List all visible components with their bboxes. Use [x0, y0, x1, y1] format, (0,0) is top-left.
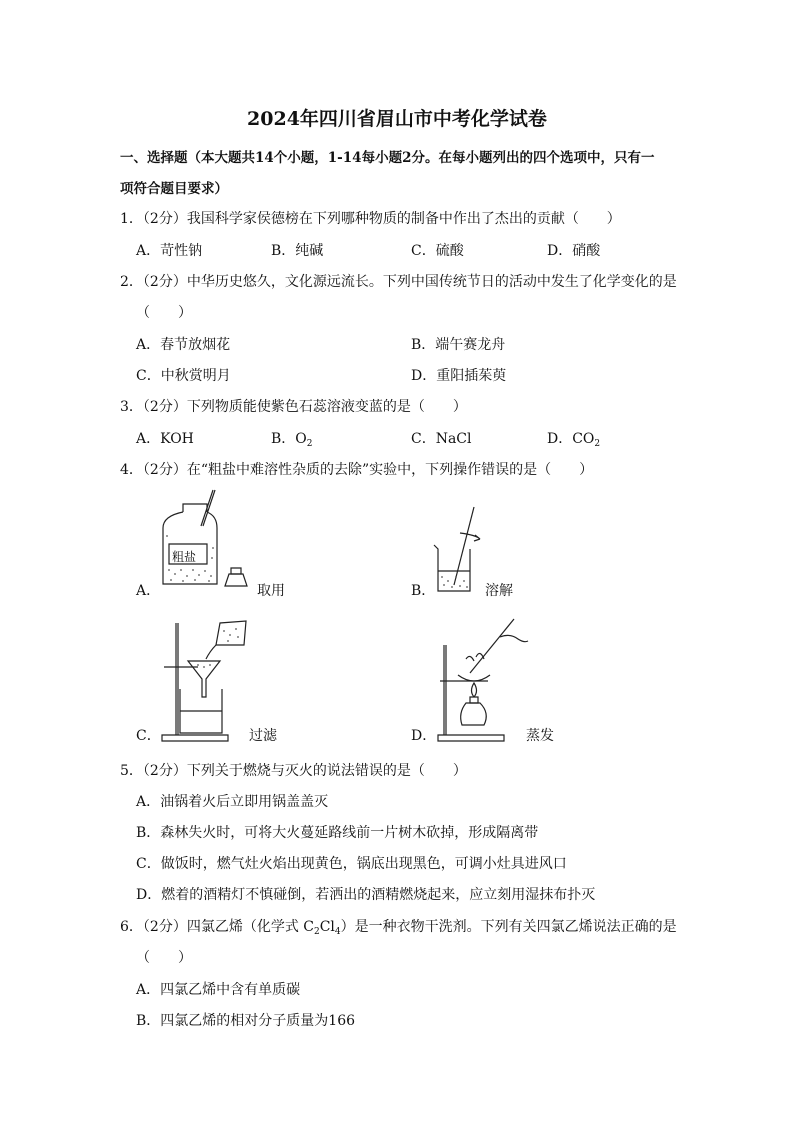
figure-a-take-salt	[155, 488, 265, 593]
question-4-stem: 4．（2分）在“粗盐中难溶性杂质的去除”实验中，下列操作错误的是（ ）	[120, 462, 594, 478]
figure-c-letter: C．	[136, 728, 161, 744]
question-2-option-a: A．春节放烟花	[136, 337, 231, 353]
jar-neck	[183, 504, 207, 512]
question-2-stem-blank: （ ）	[136, 305, 192, 321]
figure-c-filtration	[158, 615, 258, 745]
pouring-stream	[206, 645, 216, 659]
question-6-stem: 6．（2分）四氯乙烯（化学式 $C_2Cl_4$）是一种衣物干洗剂。下列有关四氯乙烯说法正确的是	[120, 919, 677, 937]
question-2-option-b: B．端午赛龙舟	[411, 337, 506, 353]
question-3-option-c: C．NaCl	[411, 431, 472, 447]
question-2-option-d: D．重阳插茱萸	[411, 368, 507, 384]
question-3-option-a: A．KOH	[136, 431, 194, 447]
question-5-option-a: A．油锅着火后立即用锅盖盖灭	[136, 794, 329, 810]
glass-rod	[470, 619, 514, 673]
pouring-beaker	[216, 621, 246, 645]
jar-label-text: 粗盐	[172, 550, 197, 564]
hand	[500, 635, 528, 641]
figure-d-letter: D．	[411, 728, 437, 744]
question-1-option-a: A．苛性钠	[136, 243, 203, 259]
question-1-option-b: B．纯碱	[271, 243, 324, 259]
figure-a-caption: 取用	[257, 583, 285, 599]
question-1-stem: 1．（2分）我国科学家侯德榜在下列哪种物质的制备中作出了杰出的贡献（ ）	[120, 211, 621, 227]
page-title: 2024年四川省眉山市中考化学试卷	[247, 108, 547, 130]
evaporating-dish	[458, 675, 490, 681]
beaker	[434, 545, 470, 591]
question-2-option-c: C．中秋赏明月	[136, 368, 231, 384]
figure-d-caption: 蒸发	[526, 728, 554, 744]
question-3-option-b: B．$O_2$	[271, 431, 313, 449]
question-6-option-b: B．四氯乙烯的相对分子质量为166	[136, 1013, 356, 1029]
question-5-option-d: D．燃着的酒精灯不慎碰倒，若洒出的酒精燃烧起来，应立刻用湿抹布扑灭	[136, 887, 596, 903]
question-5-option-b: B．森林失火时，可将大火蔓延路线前一片树木砍掉，形成隔离带	[136, 825, 539, 841]
figure-b-dissolve	[430, 505, 490, 595]
section-heading-line2: 项符合题目要求）	[120, 181, 228, 197]
question-1-option-c: C．硫酸	[411, 243, 464, 259]
alcohol-lamp	[461, 703, 487, 725]
figure-a-letter: A．	[136, 583, 161, 599]
question-2-stem: 2．（2分）中华历史悠久，文化源远流长。下列中国传统节日的活动中发生了化学变化的是	[120, 274, 677, 290]
stand-base	[162, 735, 228, 741]
question-6-option-a: A．四氯乙烯中含有单质碳	[136, 982, 301, 998]
question-6-stem-blank: （ ）	[136, 950, 192, 966]
question-3-stem: 3．（2分）下列物质能使紫色石蕊溶液变蓝的是（ ）	[120, 399, 467, 415]
flame	[472, 683, 477, 697]
question-5-stem: 5．（2分）下列关于燃烧与灭火的说法错误的是（ ）	[120, 763, 467, 779]
question-5-option-c: C．做饭时，燃气灶火焰出现黄色，锅底出现黑色，可调小灶具进风口	[136, 856, 567, 872]
figure-c-caption: 过滤	[249, 728, 277, 744]
stand-base	[438, 735, 504, 741]
stirring-rod	[454, 507, 474, 585]
figure-d-evaporation	[436, 615, 536, 745]
question-1-option-d: D．硝酸	[547, 243, 601, 259]
jar-stopper	[225, 574, 247, 586]
question-3-option-d: D．$CO_2$	[547, 431, 601, 449]
steam	[466, 656, 474, 661]
figure-b-caption: 溶解	[485, 583, 513, 599]
figure-b-letter: B．	[411, 583, 436, 599]
section-heading-line1: 一、选择题（本大题共14个小题，1-14每小题2分。在每小题列出的四个选项中，只有一	[120, 150, 655, 166]
stir-arrow	[460, 533, 480, 541]
